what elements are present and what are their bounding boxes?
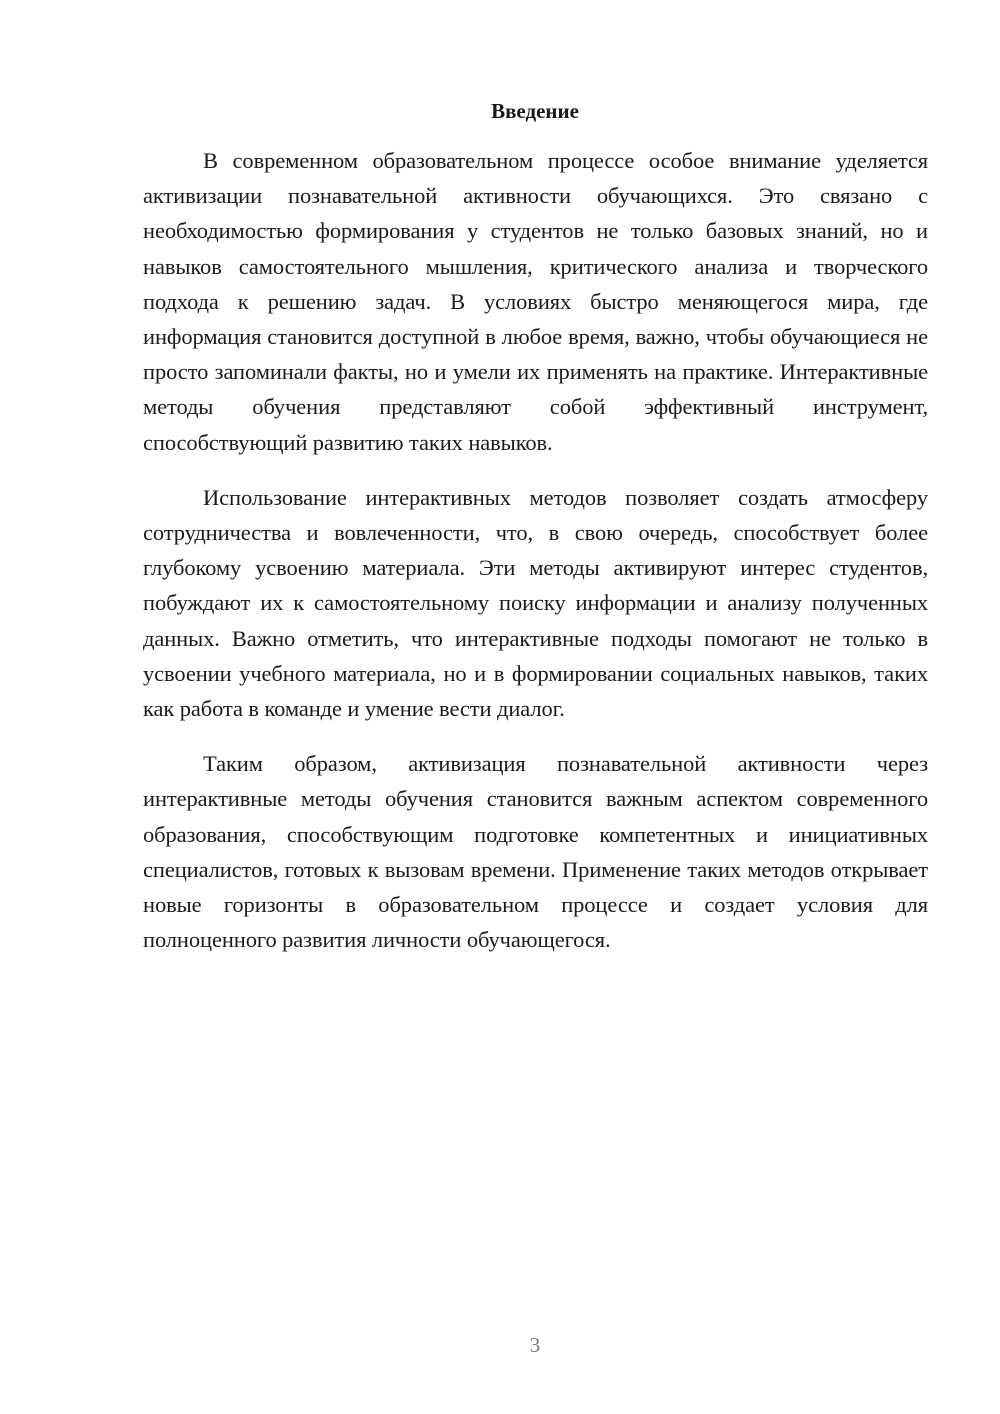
section-title: Введение [491, 99, 579, 123]
paragraph-3: Таким образом, активизация познавательной активности через интерактивные методы обучения становится важным аспектом современного образования, способствующим подготовке компетентных и инициативных специалистов, готовых к вызовам времени. Применение таких методов открывает новые горизонты в образовательном процессе и создает условия для полноценного развития личности обучающегося. [143, 751, 928, 953]
paragraph-2: Использование интерактивных методов позволяет создать атмосферу сотрудничества и вовлеченности, что, в свою очередь, способствует более глубокому усвоению материала. Эти методы активируют интерес студентов, побуждают их к самостоятельному поиску информации и анализу полученных данных. Важно отметить, что интерактивные подходы помогают не только в усвоении учебного материала, но и в формировании социальных навыков, таких как работа в команде и умение вести диалог. [143, 484, 928, 722]
page-number: 3 [529, 1333, 541, 1357]
body-text [143, 143, 928, 957]
paragraph-1: В современном образовательном процессе особое внимание уделяется активизации познавательной активности обучающихся. Это связано с необходимостью формирования у студентов не только базовых знаний, но и навыков самостоятельного мышления, критического анализа и творческого подхода к решению задач. В условиях быстро меняющегося мира, где информация становится доступной в любое время, важно, чтобы обучающиеся не просто запоминали факты, но и умели их применять на практике. Интерактивные методы обучения представляют собой эффективный инструмент, способствующий развитию таких навыков. [143, 148, 928, 455]
